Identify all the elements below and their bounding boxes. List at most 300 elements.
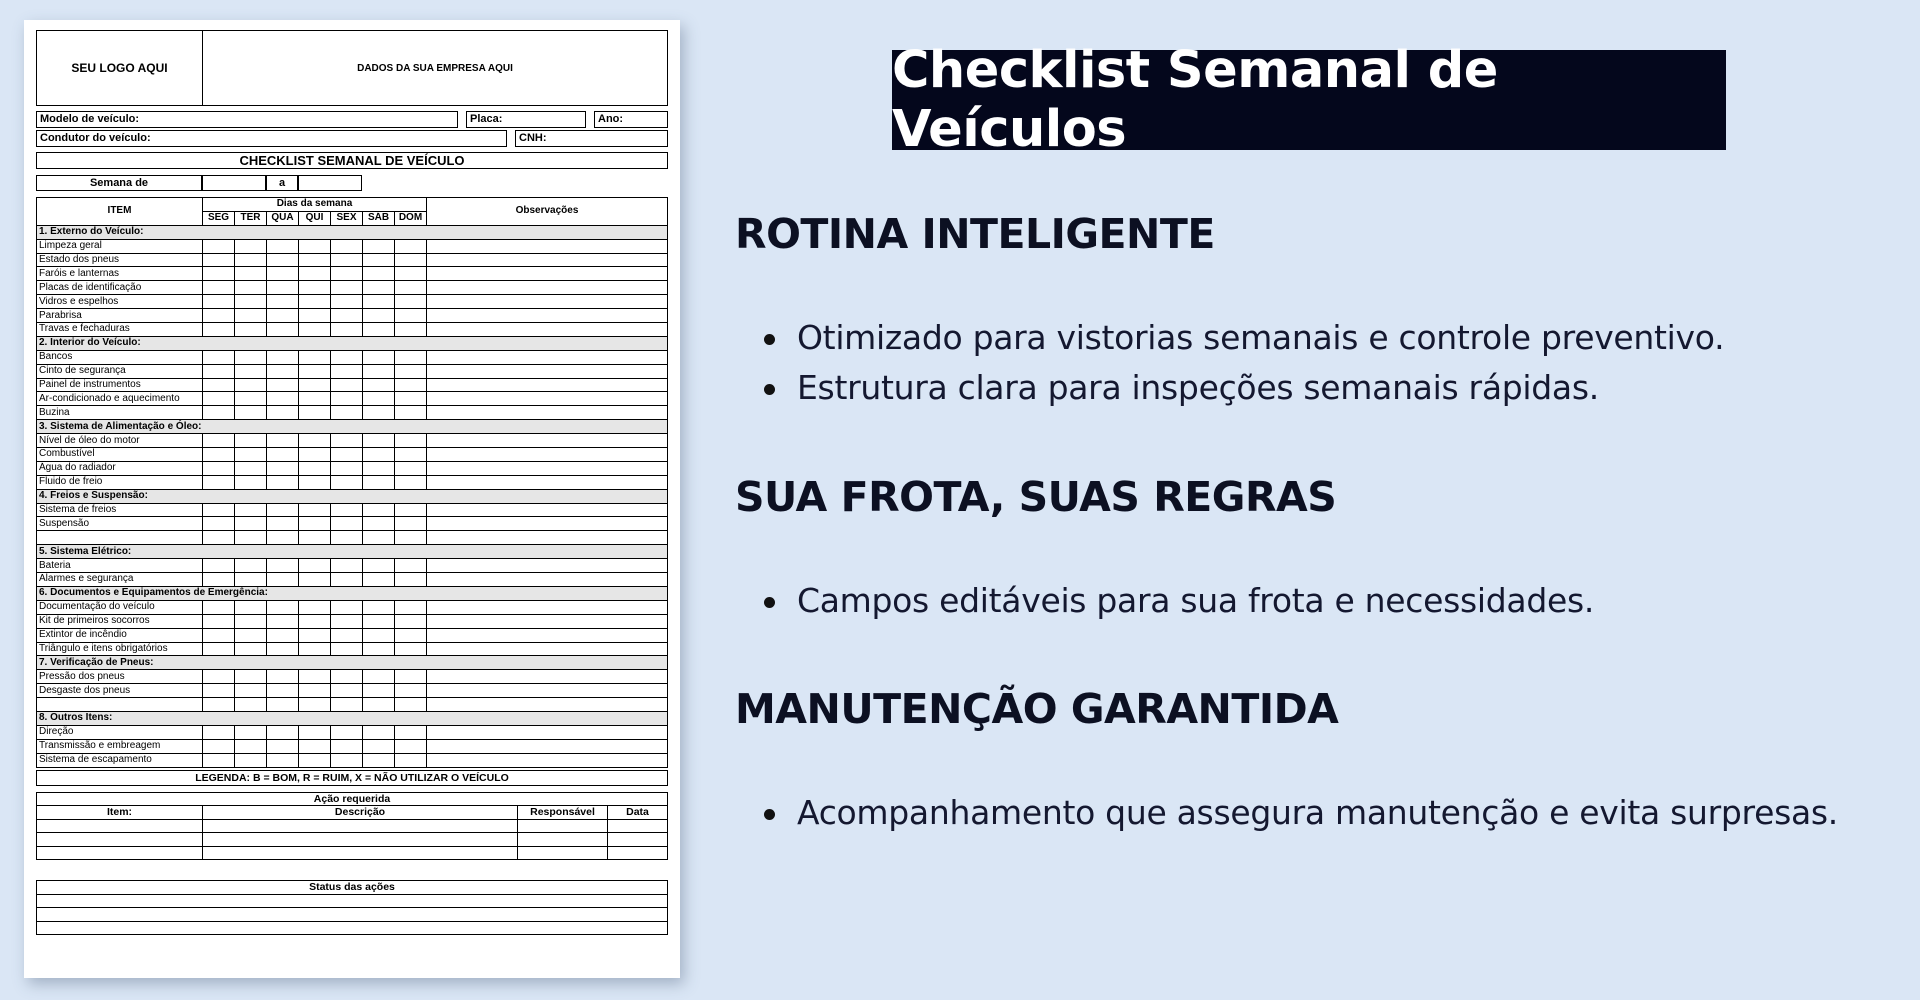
check-cell [267,461,299,475]
table-row [37,517,668,531]
check-cell [299,600,331,614]
check-cell [427,614,668,628]
check-cell [395,475,427,489]
table-row [37,684,668,698]
item-label: Bateria [37,559,203,573]
check-cell [331,323,363,337]
check-cell [235,267,267,281]
check-cell [363,364,395,378]
item-label: Limpeza geral [37,239,203,253]
check-cell [235,573,267,587]
check-cell [363,253,395,267]
item-label: Extintor de incêndio [37,628,203,642]
check-cell [203,698,235,712]
table-row [37,350,668,364]
feature-heading: ROTINA INTELIGENTE [735,210,1215,258]
check-cell [299,378,331,392]
week-label: Semana de [36,175,202,191]
check-cell [427,670,668,684]
notes-column-header: Observações [427,198,668,226]
check-cell [267,295,299,309]
form-title: CHECKLIST SEMANAL DE VEÍCULO [36,152,668,169]
feature-bullet: Acompanhamento que assegura manutenção e evita surpresas. [735,788,1895,838]
action-column-header: Data [608,806,668,820]
check-cell [267,753,299,767]
item-label: Painel de instrumentos [37,378,203,392]
check-cell [395,725,427,739]
status-table [36,880,668,935]
day-column-header: DOM [395,211,427,225]
item-label: Cinto de segurança [37,364,203,378]
check-cell [363,628,395,642]
check-cell [203,573,235,587]
action-title: Ação requerida [37,792,668,806]
check-cell [235,434,267,448]
check-cell [331,253,363,267]
table-row [37,295,668,309]
feature-manutencao [735,685,1895,838]
check-cell [267,448,299,462]
item-label: Kit de primeiros socorros [37,614,203,628]
check-cell [235,392,267,406]
check-cell [331,309,363,323]
section-title: 4. Freios e Suspensão: [37,489,668,503]
item-label: Pressão dos pneus [37,670,203,684]
check-cell [267,406,299,420]
table-row [37,819,668,833]
check-cell [363,725,395,739]
check-cell [331,614,363,628]
check-cell [299,392,331,406]
check-cell [363,461,395,475]
check-cell [363,350,395,364]
check-cell [363,517,395,531]
item-label [37,698,203,712]
action-cell [203,833,518,847]
check-cell [299,725,331,739]
check-cell [267,350,299,364]
feature-rotina [735,210,1895,413]
check-cell [363,309,395,323]
action-cell [37,819,203,833]
check-cell [427,253,668,267]
check-cell [427,323,668,337]
feature-frota [735,473,1895,626]
check-cell [427,364,668,378]
check-cell [427,753,668,767]
check-cell [299,573,331,587]
check-cell [235,725,267,739]
action-cell [37,846,203,860]
check-cell [395,448,427,462]
check-cell [331,392,363,406]
check-cell [427,281,668,295]
status-cell [37,921,668,935]
check-cell [299,364,331,378]
check-cell [299,698,331,712]
day-column-header: QUA [267,211,299,225]
check-cell [331,350,363,364]
check-cell [235,531,267,545]
check-cell [427,448,668,462]
check-cell [331,739,363,753]
item-label: Travas e fechaduras [37,323,203,337]
action-table [36,792,668,861]
table-row [37,253,668,267]
check-cell [203,531,235,545]
check-cell [203,295,235,309]
table-row [37,921,668,935]
check-cell [267,392,299,406]
section-row [37,225,668,239]
check-cell [203,392,235,406]
check-cell [203,614,235,628]
check-cell [427,531,668,545]
check-cell [395,753,427,767]
legend: LEGENDA: B = BOM, R = RUIM, X = NÃO UTILIZAR O VEÍCULO [36,770,668,786]
check-cell [299,739,331,753]
section-row [37,586,668,600]
check-cell [299,239,331,253]
check-cell [299,642,331,656]
check-cell [427,600,668,614]
check-cell [299,448,331,462]
check-cell [235,684,267,698]
check-cell [427,725,668,739]
check-cell [395,378,427,392]
table-row [37,614,668,628]
check-cell [203,239,235,253]
table-row [37,364,668,378]
item-label: Fluido de freio [37,475,203,489]
table-row [37,908,668,922]
table-row [37,642,668,656]
check-cell [331,378,363,392]
item-label [37,531,203,545]
table-row [37,725,668,739]
check-cell [235,406,267,420]
section-row [37,420,668,434]
feature-bullet: Otimizado para vistorias semanais e controle preventivo. [735,313,1895,363]
table-row [37,239,668,253]
check-cell [235,628,267,642]
checklist-form-preview [24,20,680,978]
check-cell [235,753,267,767]
check-cell [331,698,363,712]
check-cell [395,670,427,684]
check-cell [395,642,427,656]
status-title: Status das ações [37,881,668,895]
check-cell [235,239,267,253]
check-cell [299,406,331,420]
table-row [37,392,668,406]
item-label: Sistema de escapamento [37,753,203,767]
vehicle-model-field: Modelo de veículo: [36,111,458,128]
table-row [37,503,668,517]
table-row [37,267,668,281]
check-cell [331,267,363,281]
check-cell [203,503,235,517]
check-cell [235,323,267,337]
company-placeholder: DADOS DA SUA EMPRESA AQUI [357,62,513,74]
check-cell [235,642,267,656]
check-cell [331,531,363,545]
check-cell [203,753,235,767]
headline: Checklist Semanal de Veículos [892,50,1726,150]
check-cell [235,517,267,531]
check-cell [267,434,299,448]
table-row [37,753,668,767]
check-cell [267,739,299,753]
check-cell [395,309,427,323]
check-cell [427,503,668,517]
check-cell [299,614,331,628]
days-column-header: Dias da semana [203,198,427,212]
week-to-label: a [266,175,298,191]
check-cell [363,378,395,392]
item-label: Transmissão e embreagem [37,739,203,753]
check-cell [203,461,235,475]
check-cell [235,281,267,295]
day-column-header: SEX [331,211,363,225]
check-cell [395,531,427,545]
check-cell [267,600,299,614]
section-title: 1. Externo do Veículo: [37,225,668,239]
check-cell [267,559,299,573]
day-column-header: SEG [203,211,235,225]
item-label: Sistema de freios [37,503,203,517]
check-cell [203,281,235,295]
action-column-header: Item: [37,806,203,820]
week-end-cell [298,175,362,191]
check-cell [331,295,363,309]
check-cell [331,573,363,587]
table-row [37,323,668,337]
check-cell [427,739,668,753]
table-row [37,531,668,545]
action-cell [608,819,668,833]
check-cell [267,281,299,295]
check-cell [299,281,331,295]
check-cell [363,670,395,684]
check-cell [363,239,395,253]
day-column-header: QUI [299,211,331,225]
check-cell [299,475,331,489]
check-cell [203,434,235,448]
table-row [37,461,668,475]
check-cell [299,503,331,517]
check-cell [395,628,427,642]
check-cell [331,600,363,614]
check-cell [203,253,235,267]
item-label: Direção [37,725,203,739]
check-cell [427,517,668,531]
check-cell [267,364,299,378]
check-cell [203,267,235,281]
check-cell [235,350,267,364]
check-cell [299,309,331,323]
section-row [37,336,668,350]
check-cell [427,350,668,364]
check-cell [363,475,395,489]
check-cell [267,267,299,281]
table-row [37,698,668,712]
item-label: Buzina [37,406,203,420]
check-cell [427,309,668,323]
check-cell [203,309,235,323]
check-cell [299,253,331,267]
check-cell [331,642,363,656]
action-cell [518,846,608,860]
check-cell [331,725,363,739]
check-cell [235,739,267,753]
check-cell [267,309,299,323]
check-cell [299,684,331,698]
table-row [37,448,668,462]
check-cell [203,670,235,684]
check-cell [395,239,427,253]
check-cell [203,350,235,364]
table-row [37,833,668,847]
item-label: Parabrisa [37,309,203,323]
table-row [37,670,668,684]
check-cell [427,698,668,712]
check-cell [235,295,267,309]
check-cell [395,295,427,309]
section-title: 8. Outros Itens: [37,711,668,725]
check-cell [363,406,395,420]
feature-heading: SUA FROTA, SUAS REGRAS [735,473,1337,521]
action-title-row [37,792,668,806]
check-cell [363,614,395,628]
table-row [37,628,668,642]
check-cell [363,267,395,281]
check-cell [395,684,427,698]
item-label: Estado dos pneus [37,253,203,267]
check-cell [427,573,668,587]
feature-heading: MANUTENÇÃO GARANTIDA [735,685,1339,733]
check-cell [427,295,668,309]
check-cell [203,739,235,753]
item-label: Água do radiador [37,461,203,475]
check-cell [267,378,299,392]
check-cell [203,684,235,698]
section-title: 5. Sistema Elétrico: [37,545,668,559]
table-row [37,846,668,860]
check-cell [299,323,331,337]
check-cell [363,448,395,462]
check-cell [395,503,427,517]
section-title: 6. Documentos e Equipamentos de Emergência: [37,586,668,600]
check-cell [267,614,299,628]
action-cell [518,833,608,847]
check-cell [299,434,331,448]
check-cell [235,600,267,614]
check-cell [363,503,395,517]
table-row [37,475,668,489]
item-label: Vidros e espelhos [37,295,203,309]
checklist-table [36,197,668,768]
check-cell [267,239,299,253]
item-label: Alarmes e segurança [37,573,203,587]
check-cell [395,281,427,295]
check-cell [203,475,235,489]
check-cell [363,684,395,698]
check-cell [395,267,427,281]
check-cell [203,642,235,656]
check-cell [427,378,668,392]
check-cell [235,503,267,517]
check-cell [363,573,395,587]
check-cell [203,600,235,614]
check-cell [427,684,668,698]
check-cell [395,406,427,420]
check-cell [267,642,299,656]
check-cell [363,559,395,573]
form-header [36,30,668,106]
check-cell [267,517,299,531]
check-cell [235,378,267,392]
check-cell [299,531,331,545]
check-cell [427,642,668,656]
check-cell [235,559,267,573]
check-cell [203,448,235,462]
check-cell [363,531,395,545]
check-cell [363,642,395,656]
check-cell [427,406,668,420]
check-cell [395,323,427,337]
item-label: Placas de identificação [37,281,203,295]
day-column-header: SÁB [363,211,395,225]
check-cell [395,461,427,475]
check-cell [267,503,299,517]
table-row [37,573,668,587]
check-cell [203,628,235,642]
status-cell [37,908,668,922]
table-row [37,894,668,908]
check-cell [427,267,668,281]
feature-bullet: Campos editáveis para sua frota e necessidades. [735,576,1895,626]
check-cell [299,670,331,684]
section-row [37,489,668,503]
section-title: 2. Interior do Veículo: [37,336,668,350]
feature-bullet: Estrutura clara para inspeções semanais rápidas. [735,363,1895,413]
check-cell [267,725,299,739]
action-header-row [37,806,668,820]
check-cell [331,448,363,462]
check-cell [267,253,299,267]
check-cell [203,559,235,573]
section-row [37,711,668,725]
item-column-header: ITEM [37,198,203,226]
check-cell [235,253,267,267]
week-start-cell [202,175,266,191]
check-cell [331,559,363,573]
check-cell [395,614,427,628]
item-label: Nível de óleo do motor [37,434,203,448]
item-label: Combustível [37,448,203,462]
item-label: Triângulo e itens obrigatórios [37,642,203,656]
check-cell [203,364,235,378]
check-cell [299,461,331,475]
table-row [37,739,668,753]
item-label: Documentação do veículo [37,600,203,614]
check-cell [235,448,267,462]
check-cell [235,309,267,323]
table-row [37,559,668,573]
item-label: Ar-condicionado e aquecimento [37,392,203,406]
check-cell [395,350,427,364]
